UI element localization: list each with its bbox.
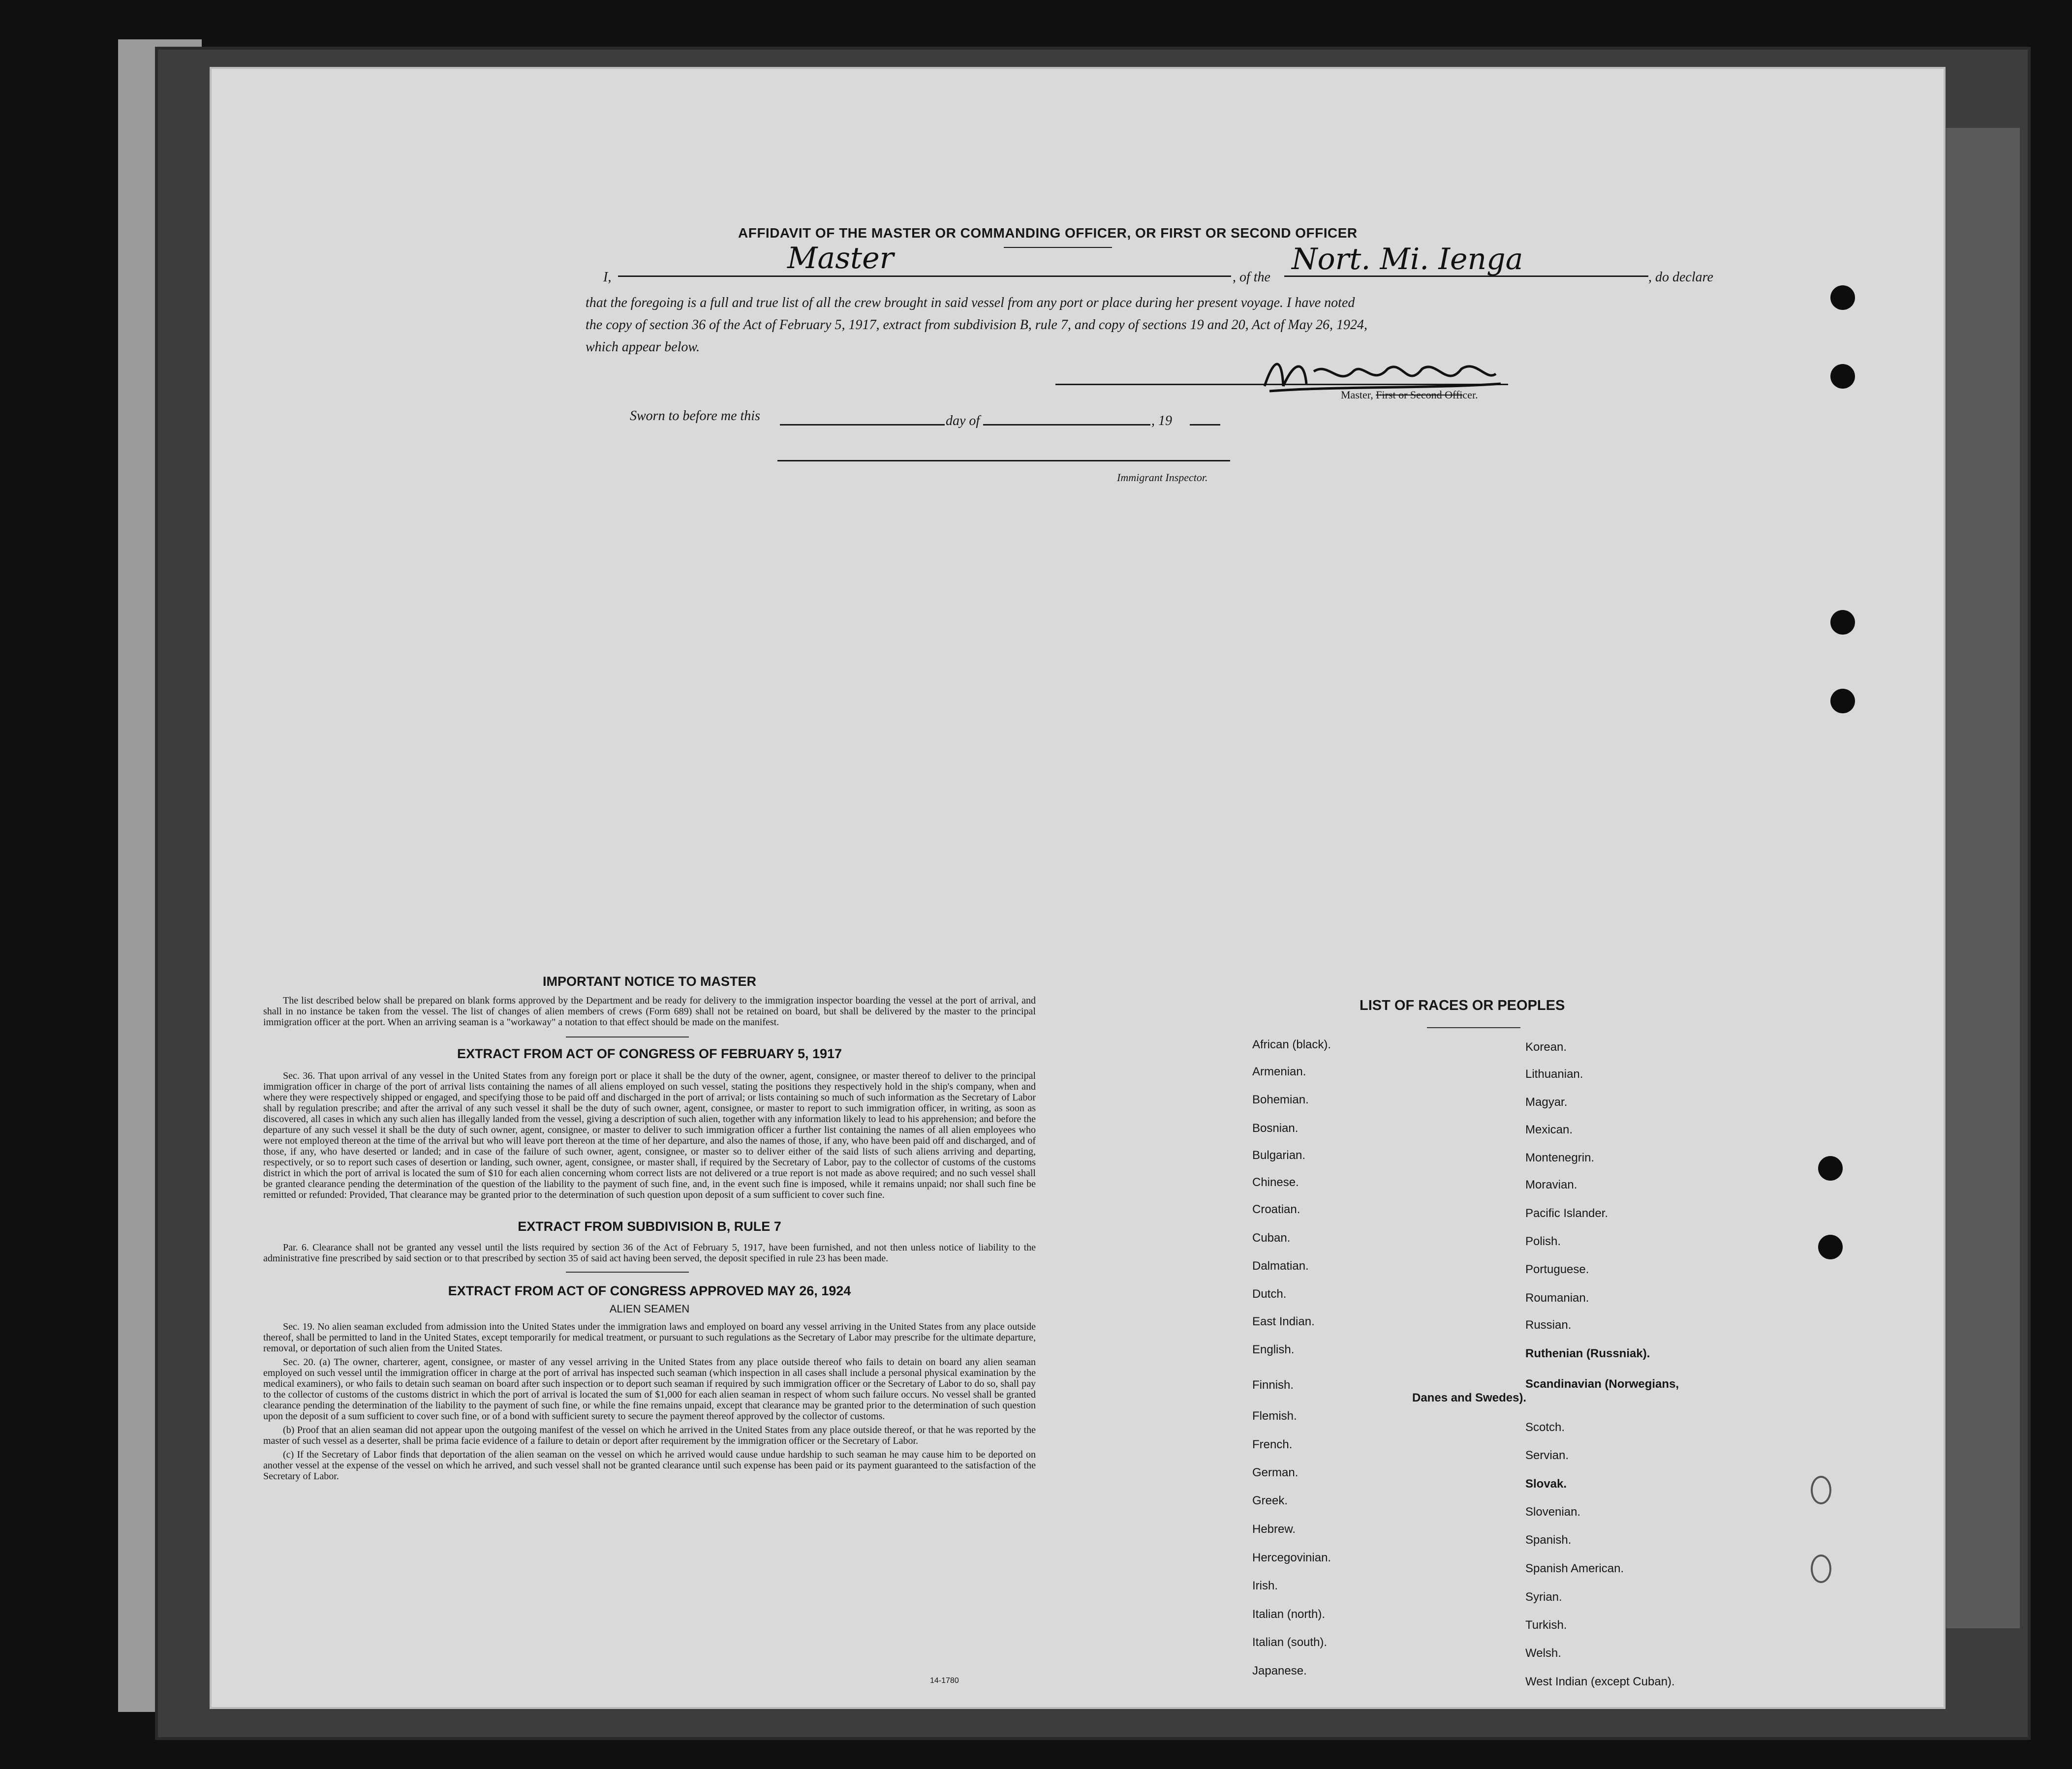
caption-struck-text: First or Second Offi xyxy=(1376,389,1463,401)
affidavit-body-line: which appear below. xyxy=(586,339,700,355)
ring-mark xyxy=(1811,1476,1831,1504)
affidavit-title: AFFIDAVIT OF THE MASTER OR COMMANDING OFFICER, OR FIRST OR SECOND OFFICER xyxy=(738,225,1358,241)
race-item: Magyar. xyxy=(1525,1096,1568,1109)
race-item: Japanese. xyxy=(1252,1664,1307,1678)
race-item: East Indian. xyxy=(1252,1315,1315,1328)
sec-20a-body: Sec. 20. (a) The owner, charterer, agent, consignee, or master of any vessel arriving in the United States from any place outside thereof who fails to detain on board any alien seaman employed on such vessel until the immigration officer in charge at the port of arrival has inspected such seaman (which inspection in all cases shall include a personal physical examination by the medical examiners), or who fails to detain such seaman on board after such inspection or to deport such seaman if required by such immigration officer or the Secretary of Labor to do so, shall pay to the collector of customs of the customs district in which the port of arrival is located the sum of $1,000 for each alien seaman in respect of whom such failure occurs. No vessel shall be granted clearance pending the determination of the liability to the payment of such fine, or while the fine remains unpaid, except that clearance may be granted prior to the determination of such question upon the deposit of a sum sufficient to cover such fine, or of a bond with sufficient surety to secure the payment thereof approved by the collector of customs. xyxy=(263,1357,1036,1422)
race-item: Flemish. xyxy=(1252,1409,1297,1423)
race-item: Spanish American. xyxy=(1525,1562,1624,1575)
signature-caption xyxy=(1341,389,1478,401)
race-item: Lithuanian. xyxy=(1525,1068,1583,1081)
extract-1924-title: EXTRACT FROM ACT OF CONGRESS APPROVED MAY 26, 1924 xyxy=(448,1283,851,1298)
race-item: Dutch. xyxy=(1252,1287,1287,1301)
race-item: Montenegrin. xyxy=(1525,1151,1595,1164)
affidavit-i: I, xyxy=(603,270,612,285)
race-item: Scotch. xyxy=(1525,1421,1565,1434)
rank-line xyxy=(618,275,1231,277)
handwritten-rank: Master xyxy=(787,241,894,275)
sworn-year-line xyxy=(1190,424,1220,426)
underlying-sheet-right xyxy=(1946,128,2020,1628)
sworn-text: Sworn to before me this xyxy=(630,408,760,424)
extract-1917-title: EXTRACT FROM ACT OF CONGRESS OF FEBRUARY 5, 1917 xyxy=(457,1046,842,1061)
race-item: Roumanian. xyxy=(1525,1291,1589,1305)
race-item: Italian (south). xyxy=(1252,1636,1328,1649)
race-item: Bosnian. xyxy=(1252,1122,1299,1135)
vessel-line-overline xyxy=(1004,247,1112,248)
race-item: Armenian. xyxy=(1252,1065,1306,1078)
race-item: Moravian. xyxy=(1525,1178,1577,1191)
subdivision-b-title: EXTRACT FROM SUBDIVISION B, RULE 7 xyxy=(518,1219,781,1234)
affidavit-of-the: , of the xyxy=(1233,270,1270,285)
race-item: Russian. xyxy=(1525,1318,1572,1332)
divider xyxy=(566,1272,689,1273)
notice-body: The list described below shall be prepared on blank forms approved by the Department and be ready for delivery to the immigration inspector boarding the vessel at the port of arrival, and shall in no instance be taken from the vessel. The list of changes of alien members of crews (Form 689) shall not be retained on board, but shall be delivered by the master to the principal immigration officer at the port. When an arriving seaman is a "workaway" a notation to that effect should be made on the manifest. xyxy=(263,995,1036,1028)
punch-hole xyxy=(1830,610,1855,635)
race-item: Portuguese. xyxy=(1525,1263,1589,1276)
race-item: Slovak. xyxy=(1525,1477,1567,1491)
race-item: African (black). xyxy=(1252,1038,1331,1051)
race-item: Spanish. xyxy=(1525,1533,1572,1547)
race-item: Hebrew. xyxy=(1252,1523,1296,1536)
sec-19-body: Sec. 19. No alien seaman excluded from admission into the United States under the immigration laws and employed on board any vessel arriving in the United States from any place outside thereof, shall be permitted to land in the United States, except temporarily for medical treatment, or pursuant to such regulations as the Secretary of Labor may prescribe for the ultimate departure, removal, or deportation of such alien from the United States. xyxy=(263,1321,1036,1354)
races-divider xyxy=(1427,1027,1520,1028)
punch-hole xyxy=(1818,1156,1843,1181)
extract-1917-body: Sec. 36. That upon arrival of any vessel in the United States from any foreign port or place it shall be the duty of the owner, agent, consignee, or master thereof to deliver to the principal immigration officer in charge of the port of arrival lists containing the names of all aliens employed on such vessel, stating the positions they respectively hold in the ship's company, when and where they were respectively shipped or engaged, and specifying those to be paid off and discharged in the port of arrival; or lists containing so much of such information as the Secretary of Labor shall by regulation prescribe; and after the arrival of any such vessel it shall be the duty of such owner, agent, consignee, or master to report to such immigration officer, in writing, as soon as discovered, all cases in which any such alien has illegally landed from the vessel, giving a description of such alien, together with any information likely to lead to his apprehension; and before the departure of any such vessel it shall be the duty of such owner, agent, consignee, or master to deliver to such immigration officer a further list containing the names of all alien employees who were not employed thereon at the time of the arrival but who will leave port thereon at the time of her departure, and also the names of those, if any, who have been paid off and discharged, and of those, if any, who have deserted or landed; and in case of the failure of such owner, agent, consignee, or master so to deliver either of the said lists of such aliens arriving and departing, respectively, or so to report such cases of desertion or landing, such owner, agent, consignee, or master shall, if required by the Secretary of Labor, pay to the collector of customs of the customs district in which the port of arrival is located the sum of $10 for each alien concerning whom correct lists are not delivered or a true report is not made as above required; and no such vessel shall be granted clearance pending the determination of the question of the liability to the payment of such fine, and, in the event such fine is imposed, while it remains unpaid; nor shall such fine be remitted or refunded: Provided, That clearance may be granted prior to the determination of such question upon deposit of a sum sufficient to cover such fine. xyxy=(263,1070,1036,1200)
ring-mark xyxy=(1811,1555,1831,1583)
subdivision-b-body: Par. 6. Clearance shall not be granted any vessel until the lists required by section 36 of the Act of February 5, 1917, have been furnished, and not then unless notice of liability to the administrative fine prescribed by said section or to that prescribed by section 35 of said act having been served, the deposit specified in rule 23 has been made. xyxy=(263,1242,1036,1264)
race-item: Servian. xyxy=(1525,1449,1569,1462)
race-item: Mexican. xyxy=(1525,1123,1573,1136)
race-item: Ruthenian (Russniak). xyxy=(1525,1347,1650,1360)
affidavit-declare: , do declare xyxy=(1648,270,1713,285)
race-item: Cuban. xyxy=(1252,1231,1291,1245)
race-item: Scandinavian (Norwegians, xyxy=(1525,1377,1679,1391)
affidavit-body-line: the copy of section 36 of the Act of February 5, 1917, extract from subdivision B, rule 7, and copy of sections 19 and 20, Act of May 26, 1924, xyxy=(586,317,1368,333)
legal-notices xyxy=(263,974,1036,1482)
race-item: Danes and Swedes). xyxy=(1412,1391,1527,1404)
punch-hole xyxy=(1830,364,1855,389)
race-item: Korean. xyxy=(1525,1040,1567,1054)
inspector-line xyxy=(777,460,1230,461)
race-item: English. xyxy=(1252,1343,1295,1356)
race-item: Polish. xyxy=(1525,1235,1561,1248)
form-number: 14-1780 xyxy=(930,1677,959,1685)
sworn-day-line xyxy=(780,424,945,426)
race-item: Bulgarian. xyxy=(1252,1149,1306,1162)
race-item: Dalmatian. xyxy=(1252,1259,1309,1273)
caption-end: cer. xyxy=(1462,389,1478,401)
race-item: Syrian. xyxy=(1525,1590,1562,1604)
document-page xyxy=(212,69,1944,1707)
caption-master: Master, xyxy=(1341,389,1373,401)
race-item: Croatian. xyxy=(1252,1203,1300,1216)
notice-title: IMPORTANT NOTICE TO MASTER xyxy=(543,974,756,989)
race-item: French. xyxy=(1252,1438,1293,1451)
sworn-month-line xyxy=(983,424,1150,426)
race-item: Irish. xyxy=(1252,1579,1278,1592)
race-item: Welsh. xyxy=(1525,1647,1561,1660)
race-item: Italian (north). xyxy=(1252,1608,1326,1621)
race-item: Slovenian. xyxy=(1525,1505,1581,1519)
race-item: Bohemian. xyxy=(1252,1093,1309,1106)
handwritten-vessel: Nort. Mi. Ienga xyxy=(1292,242,1523,276)
race-item: Pacific Islander. xyxy=(1525,1207,1608,1220)
year-prefix: , 19 xyxy=(1151,413,1172,428)
punch-hole xyxy=(1818,1235,1843,1259)
races-title: LIST OF RACES OR PEOPLES xyxy=(1360,998,1565,1013)
race-item: German. xyxy=(1252,1466,1299,1479)
sec-20c-body: (c) If the Secretary of Labor finds that deportation of the alien seaman on the vessel on which he arrived would cause undue hardship to such seaman he may cause him to be deported on another vessel at the expense of the vessel on which he arrived, and such vessel shall not be granted clearance until such expense has been paid or its payment guaranteed to the satisfaction of the Secretary of Labor. xyxy=(263,1449,1036,1482)
race-item: Greek. xyxy=(1252,1494,1288,1507)
race-item: Chinese. xyxy=(1252,1176,1299,1189)
affidavit-body-line: that the foregoing is a full and true list of all the crew brought in said vessel from any port or place during her present voyage. I have noted xyxy=(586,295,1355,310)
punch-hole xyxy=(1830,285,1855,310)
inspector-label: Immigrant Inspector. xyxy=(1117,471,1208,484)
race-item: Turkish. xyxy=(1525,1618,1567,1632)
race-item: Finnish. xyxy=(1252,1378,1294,1392)
race-item: Hercegovinian. xyxy=(1252,1551,1331,1564)
day-of-text: day of xyxy=(946,413,980,428)
race-item: West Indian (except Cuban). xyxy=(1525,1675,1675,1688)
alien-seamen-subtitle: ALIEN SEAMEN xyxy=(609,1303,690,1315)
punch-hole xyxy=(1830,689,1855,713)
sec-20b-body: (b) Proof that an alien seaman did not appear upon the outgoing manifest of the vessel on which he arrived in the United States from any place outside thereof, or that he was reported by the master of such vessel as a deserter, shall be prima facie evidence of a failure to detain or deport after requirement by the immigration officer or the Secretary of Labor. xyxy=(263,1425,1036,1446)
